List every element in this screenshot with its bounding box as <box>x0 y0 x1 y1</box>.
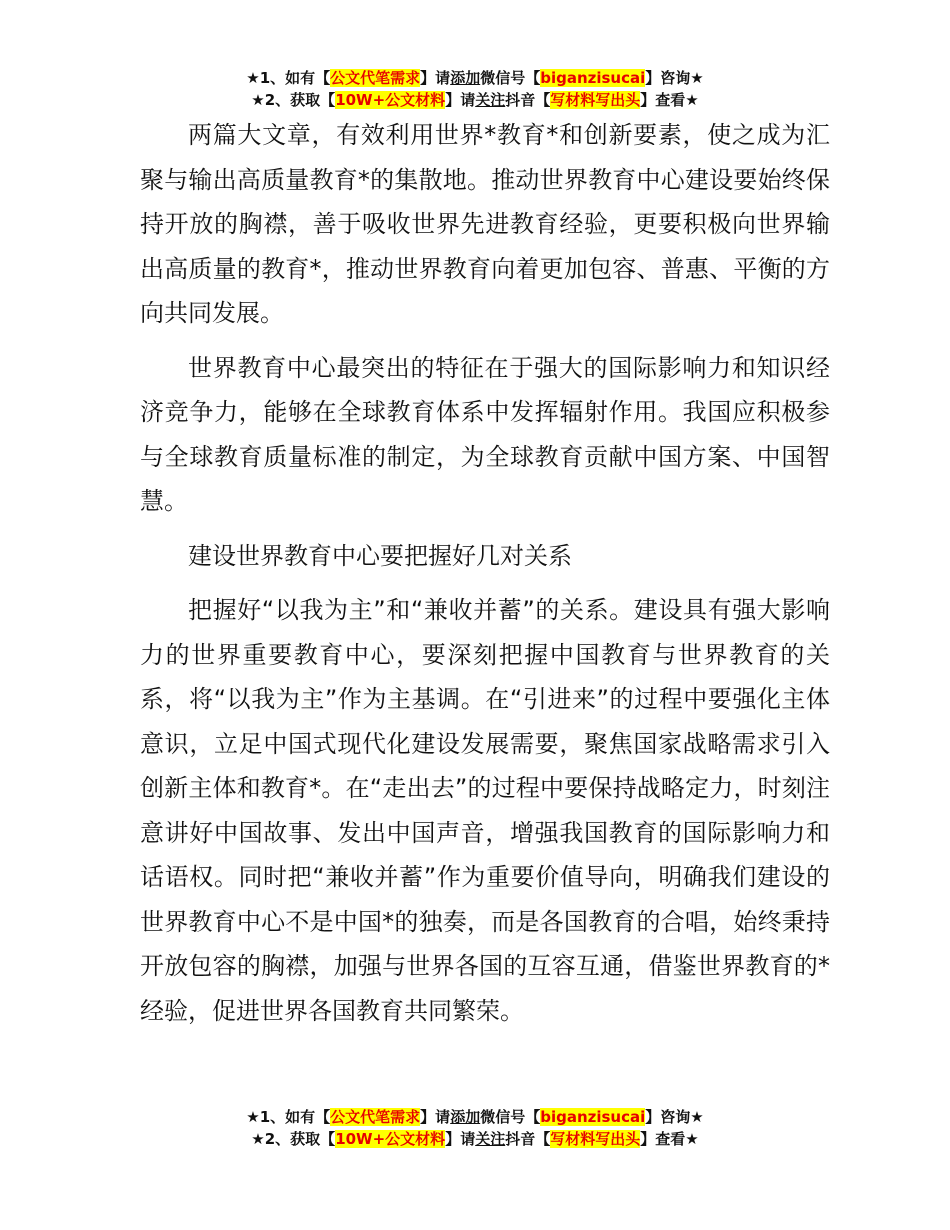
banner-text: ★2、获取【 <box>251 91 336 109</box>
document-body <box>140 113 830 1043</box>
banner-text: 】请 <box>445 1130 476 1148</box>
banner-text: 】请 <box>420 69 451 87</box>
banner-highlight: biganzisucai <box>540 69 646 87</box>
banner-underlined: 添加 <box>450 69 481 87</box>
banner-text: 】查看★ <box>640 1130 699 1148</box>
banner-line-1 <box>0 1106 950 1128</box>
banner-text: ★2、获取【 <box>251 1130 336 1148</box>
banner-line-2 <box>0 89 950 111</box>
banner-text: 】请 <box>420 1108 451 1126</box>
banner-text: 抖音【 <box>505 91 551 109</box>
banner-text: ★1、如有【 <box>246 1108 331 1126</box>
banner-highlight: 10W+公文材料 <box>335 91 446 109</box>
banner-line-1 <box>0 67 950 89</box>
banner-highlight: biganzisucai <box>540 1108 646 1126</box>
banner-text: ★1、如有【 <box>246 69 331 87</box>
banner-text: 】咨询★ <box>645 1108 704 1126</box>
banner-underlined: 关注 <box>475 91 506 109</box>
banner-highlight: 写材料写出头 <box>550 91 641 109</box>
banner-underlined: 关注 <box>475 1130 506 1148</box>
banner-text: 微信号【 <box>480 69 541 87</box>
footer-banner <box>0 1106 950 1150</box>
header-banner <box>0 67 950 111</box>
banner-text: 抖音【 <box>505 1130 551 1148</box>
banner-line-2 <box>0 1128 950 1150</box>
banner-highlight: 公文代笔需求 <box>330 1108 421 1126</box>
banner-text: 】请 <box>445 91 476 109</box>
paragraph-1: 两篇大文章，有效利用世界*教育*和创新要素，使之成为汇聚与输出高质量教育*的集散地。推动世界教育中心建设要始终保持开放的胸襟，善于吸收世界先进教育经验，更要积极向世界输出高质量的教育*，推动世界教育向着更加包容、普惠、平衡的方向共同发展。 <box>140 121 830 327</box>
paragraph-3: 把握好“以我为主”和“兼收并蓄”的关系。建设具有强大影响力的世界重要教育中心，要深刻把握中国教育与世界教育的关系，将“以我为主”作为主基调。在“引进来”的过程中要强化主体意识，立足中国式现代化建设发展需要，聚焦国家战略需求引入创新主体和教育*。在“走出去”的过程中要保持战略定力，时刻注意讲好中国故事、发出中国声音，增强我国教育的国际影响力和话语权。同时把“兼收并蓄”作为重要价值导向，明确我们建设的世界教育中心不是中国*的独奏，而是各国教育的合唱，始终秉持开放包容的胸襟，加强与世界各国的互容互通，借鉴世界教育的*经验，促进世界各国教育共同繁荣。 <box>140 596 830 1025</box>
banner-highlight: 写材料写出头 <box>550 1130 641 1148</box>
banner-highlight: 10W+公文材料 <box>335 1130 446 1148</box>
section-heading: 建设世界教育中心要把握好几对关系 <box>188 541 572 570</box>
banner-text: 微信号【 <box>480 1108 541 1126</box>
paragraph-2: 世界教育中心最突出的特征在于强大的国际影响力和知识经济竞争力，能够在全球教育体系中发挥辐射作用。我国应积极参与全球教育质量标准的制定，为全球教育贡献中国方案、中国智慧。 <box>140 353 830 515</box>
banner-underlined: 添加 <box>450 1108 481 1126</box>
banner-text: 】查看★ <box>640 91 699 109</box>
banner-text: 】咨询★ <box>645 69 704 87</box>
banner-highlight: 公文代笔需求 <box>330 69 421 87</box>
